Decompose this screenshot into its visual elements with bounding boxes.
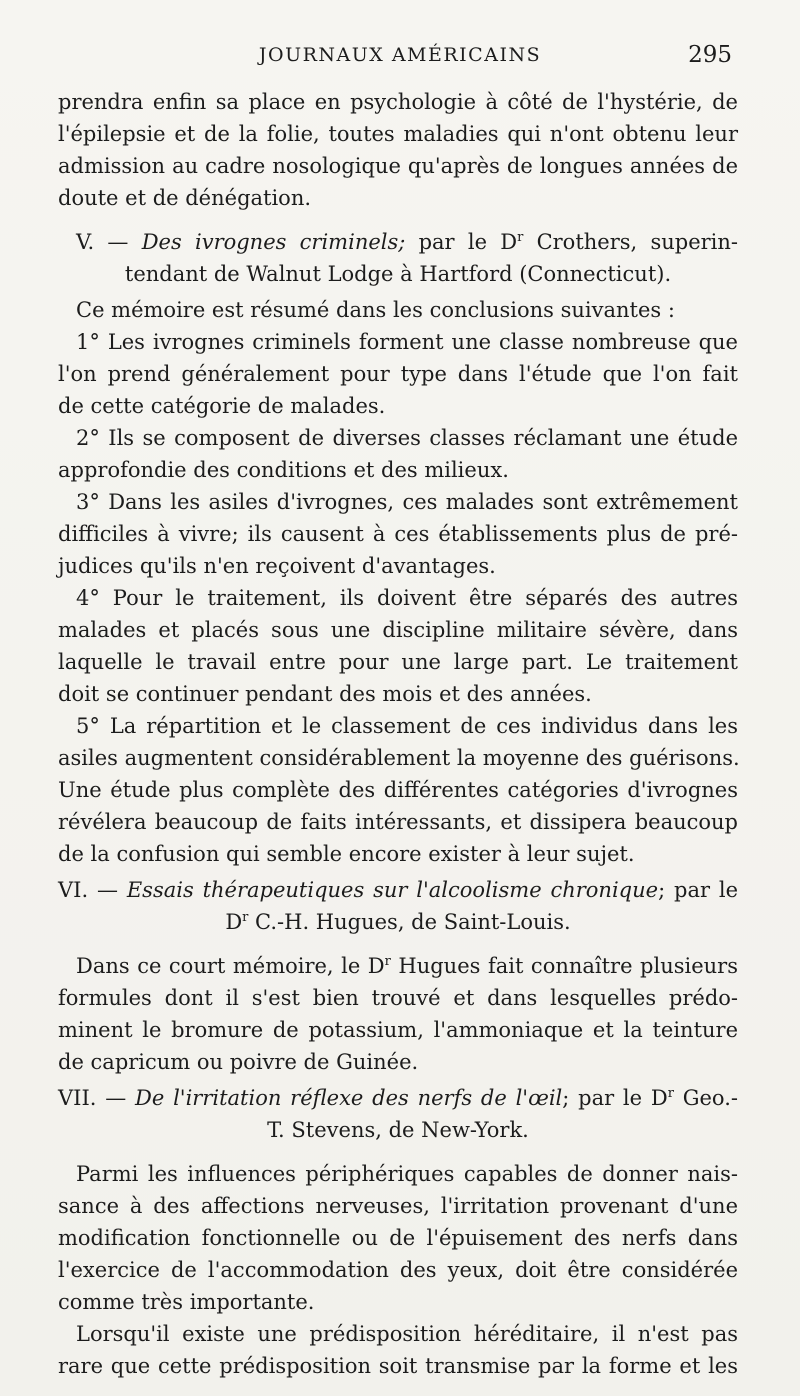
section-heading-line: T. Stevens, de New-York. <box>267 1118 529 1142</box>
section-author: Crothers, superin- <box>523 230 738 254</box>
section-v-heading <box>58 226 738 290</box>
text-line: 4° Pour le traitement, ils doivent être séparés des autres <box>76 586 738 610</box>
superscript: r <box>667 1086 674 1101</box>
text-line: comme très importante. <box>58 1290 315 1314</box>
text-line: Ce mémoire est résumé dans les conclusions suivantes : <box>76 298 675 322</box>
text-line: de capricum ou poivre de Guinée. <box>58 1050 419 1074</box>
text-line: asiles augmentent considérablement la moyenne des guérisons. <box>58 746 740 770</box>
section-vi-heading <box>58 874 738 938</box>
section-heading-line <box>58 1082 738 1114</box>
text-line: doute et de dénégation. <box>58 186 312 210</box>
section-number: VI. — <box>58 878 127 902</box>
text-line: l'épilepsie et de la folie, toutes maladies qui n'ont obtenu leur <box>58 122 738 146</box>
section-vii-body <box>58 1158 738 1382</box>
section-vi-body <box>58 950 738 1078</box>
section-number: V. — <box>76 230 142 254</box>
section-title: De l'irritation réflexe des nerfs de l'œil <box>135 1086 563 1110</box>
section-author-prefix: par le D <box>405 230 518 254</box>
text-line: minent le bromure de potassium, l'ammoniaque et la teinture <box>58 1018 738 1042</box>
text-line: difficiles à vivre; ils causent à ces établissements plus de pré- <box>58 522 738 546</box>
paragraph-continuation <box>58 86 738 214</box>
text-line <box>58 950 738 982</box>
text-line: formules dont il s'est bien trouvé et dans lesquelles prédo- <box>58 986 738 1010</box>
section-v-body <box>58 294 738 870</box>
section-heading-line: tendant de Walnut Lodge à Hartford (Connecticut). <box>124 262 672 286</box>
text-line: Parmi les influences périphériques capables de donner nais- <box>76 1162 738 1186</box>
text-line: judices qu'ils n'en reçoivent d'avantages. <box>58 554 496 578</box>
text-span: Dans ce court mémoire, le D <box>76 954 385 978</box>
section-number: VII. — <box>58 1086 136 1110</box>
text-line: approfondie des conditions et des milieux. <box>58 458 509 482</box>
text-line: laquelle le travail entre pour une large part. Le traitement <box>58 650 738 674</box>
text-line: Lorsqu'il existe une prédisposition héréditaire, il n'est pas <box>76 1322 738 1346</box>
text-line: 2° Ils se composent de diverses classes réclamant une étude <box>76 426 738 450</box>
text-line: de cette catégorie de malades. <box>58 394 386 418</box>
text-line: de la confusion qui semble encore exister à leur sujet. <box>58 842 635 866</box>
text-line: sance à des affections nerveuses, l'irritation provenant d'une <box>58 1194 738 1218</box>
text-line: l'exercice de l'accommodation des yeux, doit être considérée <box>58 1258 738 1282</box>
text-line: malades et placés sous une discipline militaire sévère, dans <box>58 618 738 642</box>
page-body <box>58 86 738 1382</box>
text-line: révélera beaucoup de faits intéressants, et dissipera beaucoup <box>58 810 738 834</box>
section-vii-heading <box>58 1082 738 1146</box>
text-line: admission au cadre nosologique qu'après de longues années de <box>58 154 738 178</box>
section-heading-line <box>58 874 738 906</box>
text-line: Une étude plus complète des différentes catégories d'ivrognes <box>58 778 738 802</box>
doctor-abbrev: D <box>225 910 243 934</box>
text-line: 5° La répartition et le classement de ces individus dans les <box>76 714 738 738</box>
page-number: 295 <box>688 42 732 68</box>
text-span: Hugues fait connaître plusieurs <box>390 954 738 978</box>
section-author-prefix: ; par le D <box>562 1086 668 1110</box>
section-title: Des ivrognes criminels; <box>141 230 406 254</box>
text-line: 1° Les ivrognes criminels forment une classe nombreuse que <box>76 330 738 354</box>
section-heading-line <box>58 906 738 938</box>
section-heading-line <box>58 226 738 258</box>
section-author: C.-H. Hugues, de Saint-Louis. <box>248 910 571 934</box>
running-title: JOURNAUX AMÉRICAINS <box>258 44 542 66</box>
section-title: Essais thérapeutiques sur l'alcoolisme chronique <box>126 878 659 902</box>
text-line: modification fonctionnelle ou de l'épuisement des nerfs dans <box>58 1226 738 1250</box>
text-line: prendra enfin sa place en psychologie à côté de l'hystérie, de <box>58 90 738 114</box>
text-line: doit se continuer pendant des mois et des années. <box>58 682 592 706</box>
superscript: r <box>517 230 524 245</box>
text-line: rare que cette prédisposition soit transmise par la forme et les <box>58 1354 738 1378</box>
section-author: Geo.- <box>673 1086 738 1110</box>
text-line: l'on prend généralement pour type dans l'étude que l'on fait <box>58 362 738 386</box>
superscript: r <box>384 954 391 969</box>
text-line: 3° Dans les asiles d'ivrognes, ces malades sont extrêmement <box>76 490 738 514</box>
page-header <box>0 44 800 74</box>
superscript: r <box>242 910 249 925</box>
section-author-prefix: ; par le <box>658 878 738 902</box>
